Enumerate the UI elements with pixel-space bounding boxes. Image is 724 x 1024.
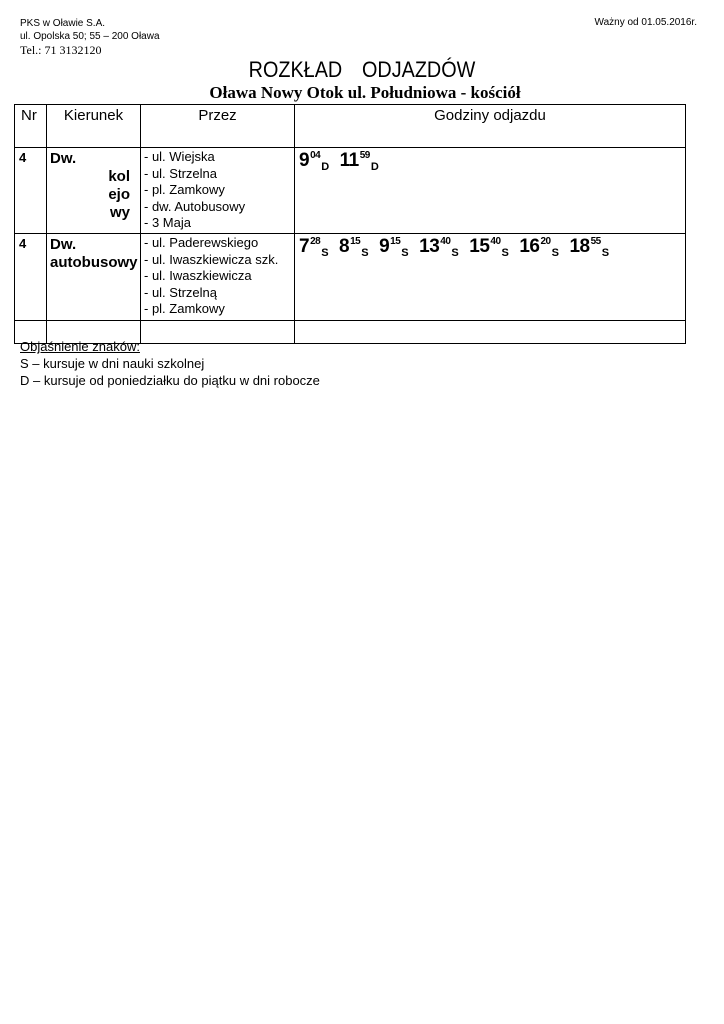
departure-time	[339, 236, 368, 259]
route-number: 4	[15, 148, 47, 234]
departure-mark: S	[401, 247, 409, 259]
company-header	[20, 17, 160, 57]
departure-mark: S	[501, 247, 509, 259]
direction-line: Dw.	[50, 150, 77, 167]
departure-hour: 9	[299, 150, 310, 171]
via-stop: - ul. Wiejska	[144, 149, 215, 164]
departure-minute: 04	[310, 150, 321, 161]
departure-hour: 11	[339, 150, 359, 171]
departure-hour: 7	[299, 236, 310, 257]
direction	[47, 148, 141, 234]
title-word-2: ODJAZDÓW	[362, 57, 476, 82]
direction-line: wy	[109, 204, 130, 221]
departure-time	[299, 236, 328, 259]
company-phone: Tel.: 71 3132120	[20, 43, 102, 57]
departure-hour: 18	[569, 236, 590, 257]
departure-minute: 15	[350, 236, 361, 247]
page-title	[36, 57, 688, 83]
via-stop: - pl. Zamkowy	[144, 301, 225, 316]
departure-time	[469, 236, 508, 259]
departure-hour: 15	[469, 236, 490, 257]
legend-title: Objaśnienie znaków:	[20, 339, 140, 354]
departure-mark: S	[321, 247, 329, 259]
departure-hour: 16	[519, 236, 540, 257]
departure-minute: 55	[590, 236, 601, 247]
departure-minute: 40	[440, 236, 451, 247]
departure-mark: S	[551, 247, 559, 259]
header-times: Godziny odjazdu	[295, 105, 686, 148]
departure-mark: S	[451, 247, 459, 259]
table-row	[15, 234, 686, 321]
departure-time	[299, 150, 329, 173]
direction-line: ejo	[108, 186, 130, 203]
via-stop: - 3 Maja	[144, 215, 191, 230]
valid-from: Ważny od 01.05.2016r.	[594, 17, 697, 28]
table-row	[15, 148, 686, 234]
via-stop: - ul. Paderewskiego	[144, 235, 259, 250]
route-number: 4	[15, 234, 47, 321]
empty-cell	[295, 321, 686, 344]
via-stops	[141, 234, 295, 321]
via-stop: - ul. Iwaszkiewicza	[144, 268, 252, 283]
departure-mark: D	[370, 161, 379, 173]
departure-time	[569, 236, 608, 259]
departure-times	[295, 148, 686, 234]
via-stop: - ul. Iwaszkiewicza szk.	[144, 251, 279, 267]
timetable	[14, 104, 686, 344]
legend-item: S – kursuje w dni nauki szkolnej	[20, 356, 205, 371]
departure-time	[379, 236, 408, 259]
via-stops	[141, 148, 295, 234]
departure-time	[340, 150, 379, 173]
via-stop: - dw. Autobusowy	[144, 198, 246, 214]
direction-line: Dw.	[50, 236, 77, 253]
company-name: PKS w Oławie S.A.	[20, 18, 106, 29]
departure-minute: 15	[390, 236, 401, 247]
table-header-row	[15, 105, 686, 148]
via-stop: - pl. Zamkowy	[144, 182, 225, 197]
header-nr: Nr	[15, 105, 47, 148]
direction	[47, 234, 141, 321]
departure-mark: D	[321, 161, 329, 173]
legend	[20, 338, 320, 389]
header-direction: Kierunek	[47, 105, 141, 148]
via-stop: - ul. Strzelną	[144, 284, 217, 300]
direction-line: kol	[108, 168, 130, 185]
departure-hour: 8	[339, 236, 350, 257]
direction-line: autobusowy	[50, 254, 138, 271]
company-address: ul. Opolska 50; 55 – 200 Oława	[20, 31, 160, 42]
title-word-1: ROZKŁAD	[248, 57, 343, 82]
header-via: Przez	[141, 105, 295, 148]
stop-name: Oława Nowy Otok ul. Południowa - kościół	[209, 83, 521, 102]
departure-time	[519, 236, 558, 259]
departure-minute: 59	[359, 150, 370, 161]
departure-times	[295, 234, 686, 321]
departure-minute: 28	[310, 236, 321, 247]
departure-mark: S	[601, 247, 609, 259]
departure-hour: 13	[419, 236, 440, 257]
departure-minute: 20	[540, 236, 551, 247]
departure-minute: 40	[490, 236, 501, 247]
legend-item: D – kursuje od poniedziałku do piątku w dni robocze	[20, 373, 320, 388]
via-stop: - ul. Strzelna	[144, 165, 217, 181]
departure-time	[419, 236, 458, 259]
departure-hour: 9	[379, 236, 390, 257]
departure-mark: S	[361, 247, 369, 259]
